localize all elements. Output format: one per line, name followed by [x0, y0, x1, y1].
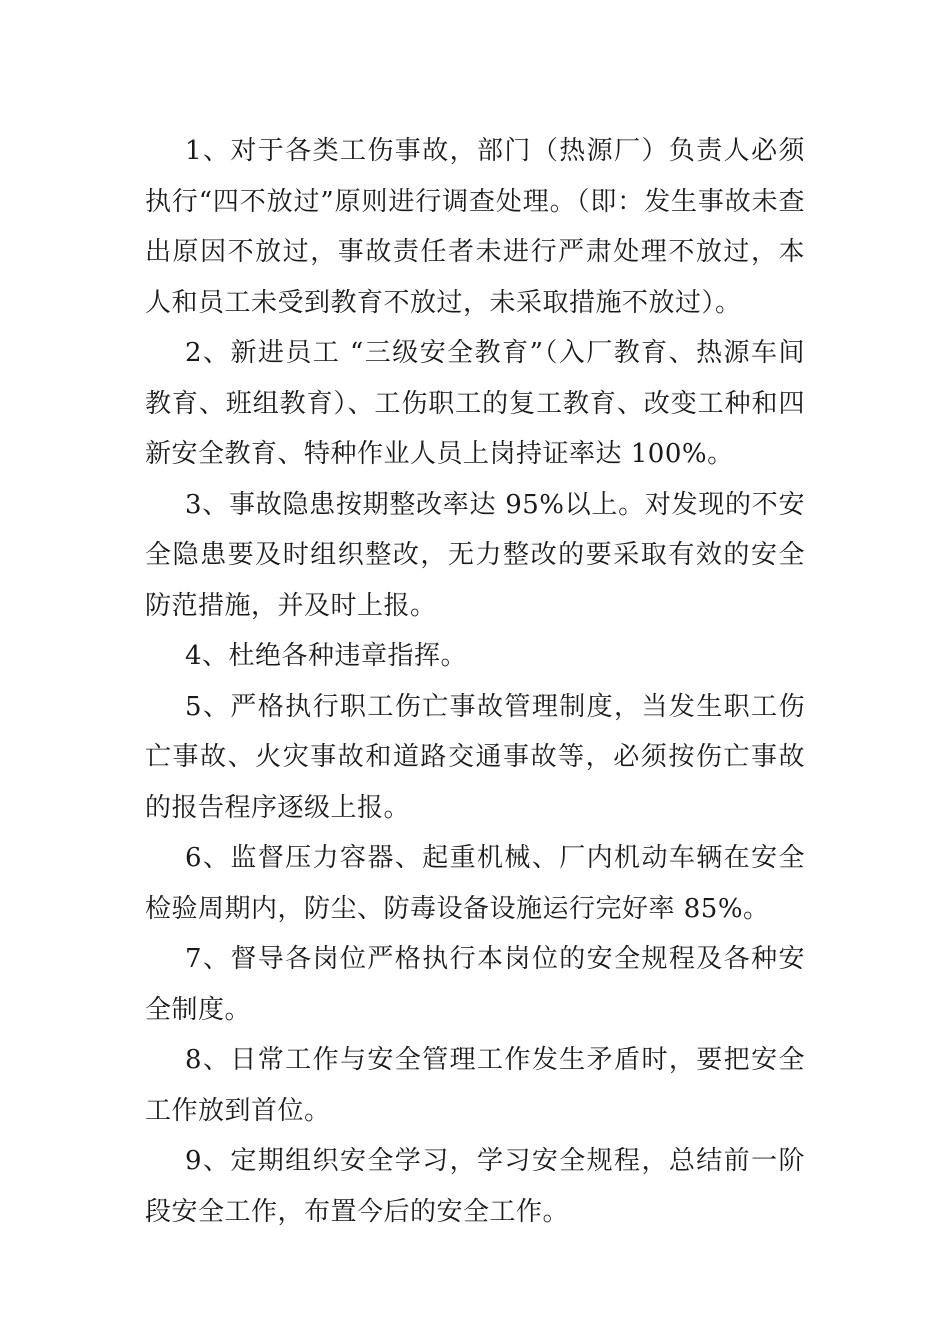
- paragraph-5: 5、严格执行职工伤亡事故管理制度，当发生职工伤亡事故、火灾事故和道路交通事故等，必须按伤亡事故的报告程序逐级上报。: [145, 691, 805, 823]
- paragraph-1: 1、对于各类工伤事故，部门（热源厂）负责人必须执行“四不放过”原则进行调查处理。（即：发生事故未查出原因不放过，事故责任者未进行严肃处理不放过，本人和员工未受到教育不放过，未采取措施不放过）。: [145, 136, 805, 318]
- paragraph-6: 6、监督压力容器、起重机械、厂内机动车辆在安全检验周期内，防尘、防毒设备设施运行完好率 85%。: [145, 843, 805, 924]
- paragraph-2: 2、新进员工 “三级安全教育”（入厂教育、热源车间教育、班组教育）、工伤职工的复工教育、改变工种和四新安全教育、特种作业人员上岗持证率达 100%。: [145, 338, 805, 469]
- paragraph-9: 9、定期组织安全学习，学习安全规程，总结前一阶段安全工作，布置今后的安全工作。: [145, 1146, 805, 1227]
- paragraph-3: 3、事故隐患按期整改率达 95%以上。对发现的不安全隐患要及时组织整改，无力整改的要采取有效的安全防范措施，并及时上报。: [145, 489, 805, 621]
- paragraph-4: 4、杜绝各种违章指挥。: [185, 641, 468, 671]
- paragraph-8: 8、日常工作与安全管理工作发生矛盾时，要把安全工作放到首位。: [145, 1045, 805, 1126]
- paragraph-7: 7、督导各岗位严格执行本岗位的安全规程及各种安全制度。: [145, 944, 805, 1025]
- document-body: [145, 126, 805, 1237]
